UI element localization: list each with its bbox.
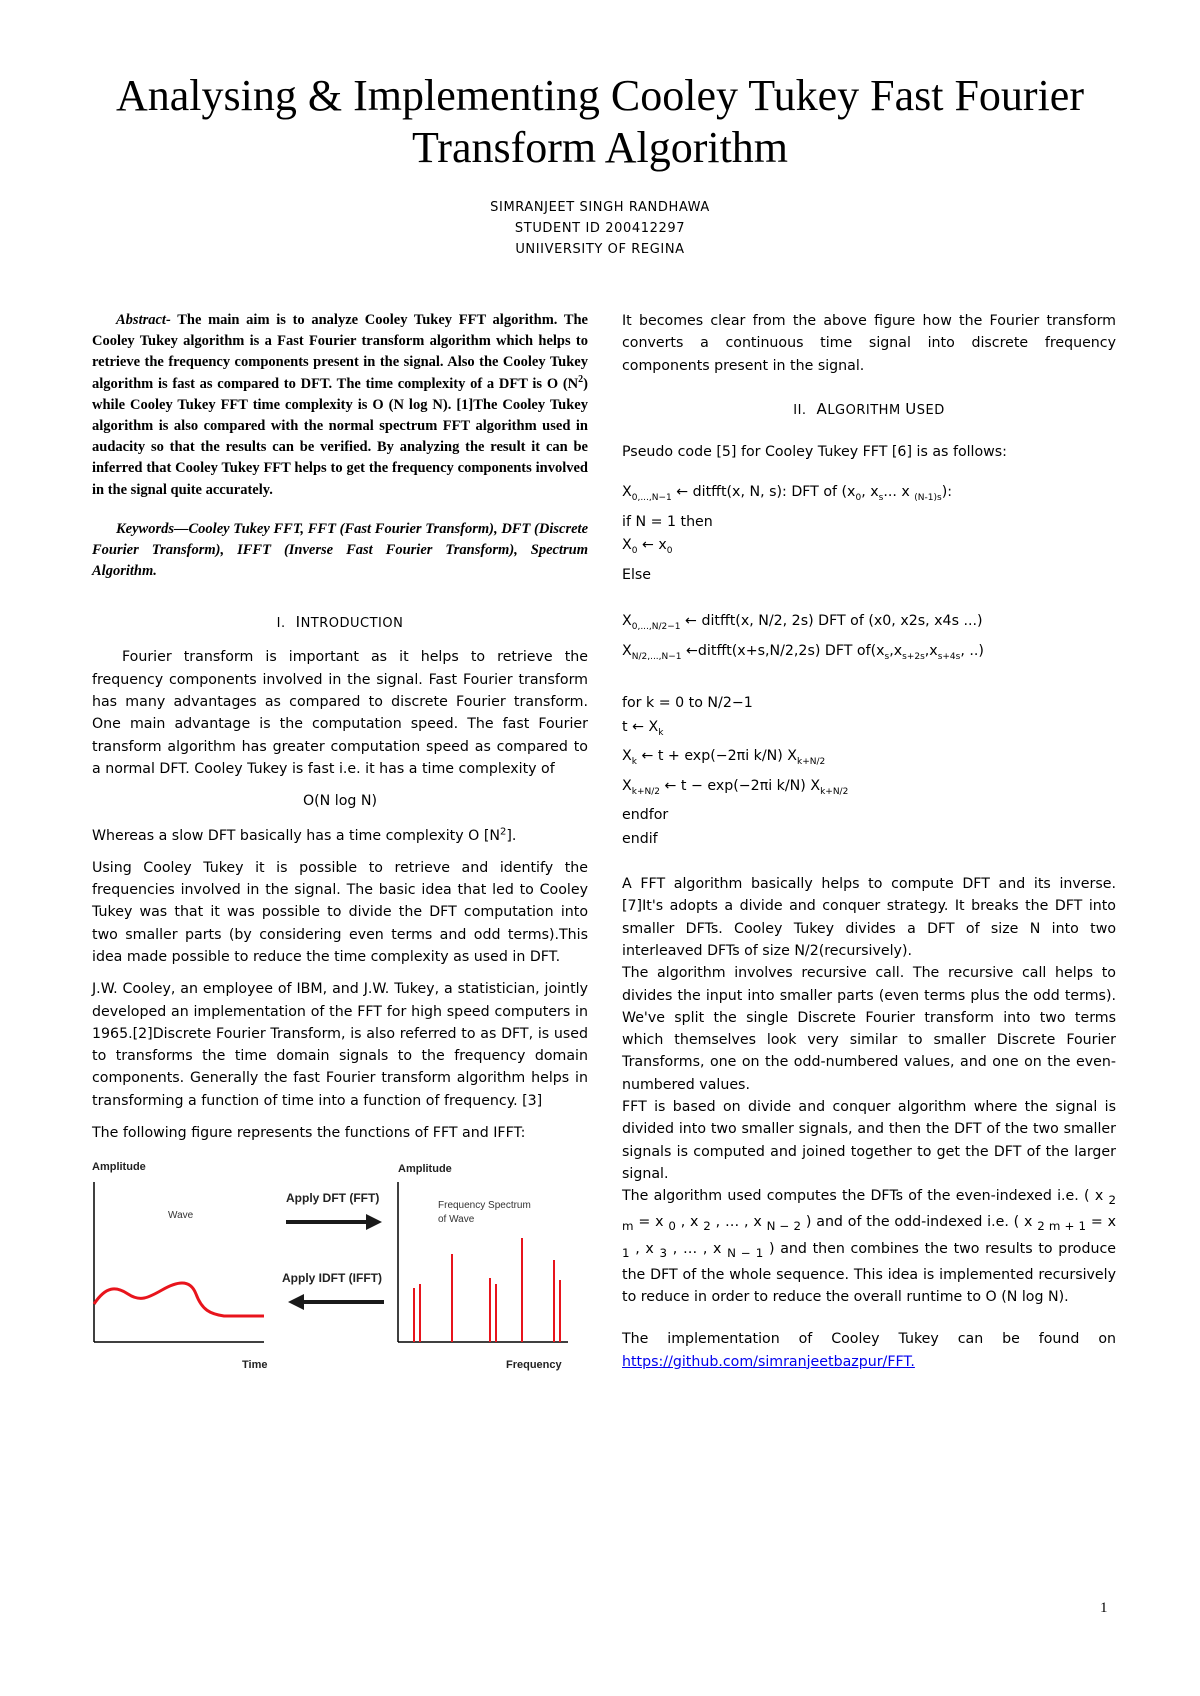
- p5f: = x: [1086, 1214, 1116, 1231]
- c1s: 0,...,N−1: [631, 493, 672, 504]
- author-name: SIMRANJEET SINGH RANDHAWA: [490, 200, 710, 215]
- fft-ifft-figure: [92, 1156, 588, 1376]
- p5s4: N − 2: [766, 1219, 802, 1234]
- c10s2: k+N/2: [820, 786, 849, 797]
- c6a: X: [622, 642, 632, 659]
- figure-explanation: It becomes clear from the above figure how the Fourier transform converts a continuous time signal into discrete frequency components present in the signal.: [622, 313, 1116, 374]
- c5b: ← ditfft(x, N/2, 2s) DFT of (x0, x2s, x4s ...): [680, 613, 983, 630]
- intro-paragraph-1: Fourier transform is important as it helps to retrieve the frequency components involved in the signal. Fast Fourier transform has many advantages as compared to discrete Fourier transform. One main advantage is the computation speed. The fast Fourier transform algorithm has greater computation speed as compared to a normal DFT. Cooley Tukey is fast i.e. it has a time complexity of: [92, 649, 588, 777]
- c1s2: 0: [855, 493, 862, 504]
- c6e: , ..): [960, 642, 984, 659]
- p5b: = x: [633, 1214, 669, 1231]
- c3s: 0: [631, 546, 638, 557]
- abstract-sup: 2: [578, 373, 584, 385]
- c9s: k: [631, 756, 637, 767]
- c1d: ... x: [883, 484, 915, 501]
- c6s2: s: [884, 651, 890, 662]
- c1b: ← ditfft(x, N, s): DFT of (x: [671, 484, 856, 501]
- university: UNIIVERSITY OF REGINA: [515, 242, 685, 257]
- abstract-lead: Abstract-: [116, 312, 171, 328]
- wave-curve: [94, 1283, 264, 1316]
- code-line-3: [622, 534, 1116, 563]
- implementation-paragraph: [622, 1328, 1116, 1373]
- c5a: X: [622, 613, 632, 630]
- c6s3: s+2s: [902, 651, 925, 662]
- c6s4: s+4s: [937, 651, 961, 662]
- fft-figure-svg: [92, 1156, 588, 1376]
- c1c: , x: [861, 484, 879, 501]
- algo-paragraph-3: FFT is based on divide and conquer algorithm where the signal is divided into two smaller signals, and then the DFT of the two smaller signals is computed and joined together to get the DFT of the larger signal.: [622, 1099, 1116, 1182]
- section2-rest: LGORITHM: [827, 402, 906, 418]
- code-line-4: Else: [622, 566, 652, 583]
- c8a: t ← X: [622, 718, 659, 735]
- p5s2: 0: [668, 1219, 676, 1234]
- code-gap: [622, 669, 1116, 692]
- p5s3: 2: [703, 1219, 711, 1234]
- p5s1: 2 m: [622, 1193, 1116, 1234]
- apply-idft-label: Apply IDFT (IFFT): [282, 1271, 382, 1286]
- c10a: X: [622, 777, 632, 794]
- section-title-cap: I: [295, 613, 301, 632]
- c6s: N/2,...,N−1: [631, 651, 682, 662]
- code-line-5: [622, 610, 1116, 639]
- section-title-rest: NTRODUCTION: [300, 616, 404, 632]
- author-block: [0, 197, 1200, 260]
- p2-sup: 2: [499, 825, 507, 837]
- code-line-7: for k = 0 to N/2−1: [622, 695, 753, 712]
- c3s2: 0: [666, 546, 673, 557]
- code-line-12: endif: [622, 830, 658, 847]
- c3b: ← x: [637, 537, 667, 554]
- code-line-2: if N = 1 then: [622, 513, 713, 530]
- c1e: ):: [941, 484, 953, 501]
- complexity-formula: O(N log N): [302, 793, 378, 810]
- p5a: The algorithm used computes the DFTs of the even-indexed i.e. ( x: [622, 1188, 1109, 1205]
- abstract: [92, 310, 588, 501]
- c8s: k: [658, 727, 664, 738]
- p5c: , x: [675, 1214, 704, 1231]
- abstract-text-1: The main aim is to analyze Cooley Tukey FFT algorithm. The Cooley Tukey algorithm is a Fast Fourier transform algorithm which helps to retrieve the frequency components present in the signal. Also the Cooley Tukey algorithm is fast as compared to DFT. The time complexity of a DFT is O (N: [92, 312, 588, 392]
- c9b: ← t + exp(−2πi k/N) X: [636, 748, 798, 765]
- spacer: [622, 851, 1116, 873]
- intro-paragraph-3: Using Cooley Tukey it is possible to retrieve and identify the frequencies involved in the signal. The basic idea that led to Cooley Tukey was that it was possible to divide the DFT computation into two smaller parts (by considering even terms and odd terms).This idea made possible to reduce the time complexity as used in DFT.: [92, 859, 588, 965]
- keywords: Keywords—Cooley Tukey FFT, FFT (Fast Fourier Transform), DFT (Discrete Fourier Transform), IFFT (Inverse Fast Fourier Transform), Spectrum Algorithm.: [92, 520, 588, 580]
- section2-cap: A: [816, 399, 828, 418]
- c3a: X: [622, 537, 632, 554]
- section2-numeral: II.: [793, 402, 807, 418]
- intro-paragraph-2: [92, 825, 588, 847]
- github-link[interactable]: https://github.com/simranjeetbazpur/FFT.: [622, 1353, 915, 1370]
- p5s8: N − 1: [727, 1245, 764, 1260]
- spectrum-label-1: Frequency Spectrum: [438, 1200, 531, 1212]
- code-line-11: endfor: [622, 806, 669, 823]
- intro-paragraph-4: J.W. Cooley, an employee of IBM, and J.W. Tukey, a statistician, jointly developed an implementation of the FFT for high speed computers in 1965.[2]Discrete Fourier Transform, is also referred to as DFT, is used to transforms the time domain signals to the frequency domain components. Generally the fast Fourier transform algorithm helps in transforming a function of time into a function of frequency. [3]: [92, 981, 588, 1109]
- left-ylabel: Amplitude: [92, 1161, 146, 1174]
- student-id: STUDENT ID 200412297: [514, 221, 686, 236]
- c10b: ← t − exp(−2πi k/N) X: [659, 777, 821, 794]
- p5g: , x: [629, 1240, 660, 1257]
- c10s: k+N/2: [631, 786, 660, 797]
- c6b: ←ditfft(x+s,N/2,2s) DFT of(x: [681, 642, 885, 659]
- section-heading-introduction: [92, 612, 588, 634]
- right-ylabel: Amplitude: [398, 1163, 452, 1176]
- c6d: ,x: [924, 642, 938, 659]
- c6c: ,x: [889, 642, 903, 659]
- intro-paragraph-5: The following figure represents the functions of FFT and IFFT:: [92, 1125, 526, 1142]
- spectrum-label-2: of Wave: [438, 1214, 475, 1226]
- page-number: 1: [1100, 1600, 1108, 1616]
- pseudo-code-intro: Pseudo code [5] for Cooley Tukey FFT [6] is as follows:: [622, 443, 1007, 460]
- right-column: [622, 310, 1116, 1373]
- p5s5: 2 m + 1: [1037, 1219, 1087, 1234]
- wave-label: Wave: [168, 1210, 194, 1222]
- code-line-6: [622, 640, 1116, 669]
- section2-cap2: U: [905, 399, 917, 418]
- section2-rest2: SED: [916, 402, 945, 418]
- pseudo-code-block: [622, 481, 1116, 851]
- p5e: ) and of the odd-indexed i.e. ( x: [801, 1214, 1038, 1231]
- c5s: 0,...,N/2−1: [631, 622, 681, 633]
- p5h: , … , x: [667, 1240, 728, 1257]
- c1s3: s: [878, 493, 884, 504]
- fft-arrow-head: [366, 1214, 382, 1230]
- algo-paragraph-1: A FFT algorithm basically helps to compute DFT and its inverse. [7]It's adopts a divide and conquer strategy. It breaks the DFT into smaller DFTs. Cooley Tukey divides a DFT of size N into two interleaved DFTs of size N/2(recursively).: [622, 876, 1116, 959]
- c9s2: k+N/2: [797, 756, 826, 767]
- code-line-10: [622, 775, 1116, 804]
- code-line-8: [622, 716, 1116, 745]
- section-heading-algorithm: [622, 399, 1116, 421]
- paper-title: Analysing & Implementing Cooley Tukey Fast Fourier Transform Algorithm: [116, 71, 1084, 172]
- p5i: ) and then combines the two results to produce the DFT of the whole sequence. This idea is implemented recursively to reduce in order to reduce the overall runtime to O (N log N).: [622, 1240, 1116, 1305]
- code-gap: [622, 587, 1116, 610]
- p5s6: 1: [622, 1245, 630, 1260]
- p2-a: Whereas a slow DFT basically has a time complexity O [N: [92, 827, 500, 844]
- left-column: [92, 310, 588, 1376]
- p5s7: 3: [659, 1245, 668, 1260]
- c9a: X: [622, 748, 632, 765]
- p2-b: ].: [506, 827, 517, 844]
- algo-paragraph-2: The algorithm involves recursive call. The recursive call helps to divides the input into smaller parts (even terms plus the odd terms). We've split the single Discrete Fourier transform into two terms which themselves look very similar to smaller Discrete Fourier Transforms, one on the odd-numbered values, and one on the even-numbered values.: [622, 965, 1116, 1093]
- left-xlabel: Time: [242, 1359, 268, 1372]
- right-xlabel: Frequency: [506, 1359, 562, 1372]
- c1a: X: [622, 484, 632, 501]
- c1s4: (N-1)s: [914, 493, 942, 504]
- code-line-1: [622, 481, 1116, 510]
- implementation-text: The implementation of Cooley Tukey can be found on: [622, 1331, 1116, 1348]
- spectrum-spikes: [414, 1238, 560, 1342]
- algo-paragraph-4: [622, 1185, 1116, 1308]
- ifft-arrow-head: [288, 1294, 304, 1310]
- section-numeral: I.: [276, 616, 286, 632]
- apply-dft-label: Apply DFT (FFT): [286, 1191, 380, 1206]
- code-line-9: [622, 745, 1116, 774]
- abstract-text-2: ) while Cooley Tukey FFT time complexity is O (N log N). [1]The Cooley Tukey algorithm is also compared with the normal spectrum FFT algorithm used in audacity so that the results can be verified. By analyzing the result it can be inferred that Cooley Tukey FFT helps to get the frequency components involved in the signal quite accurately.: [92, 375, 588, 498]
- p5d: , … , x: [710, 1214, 767, 1231]
